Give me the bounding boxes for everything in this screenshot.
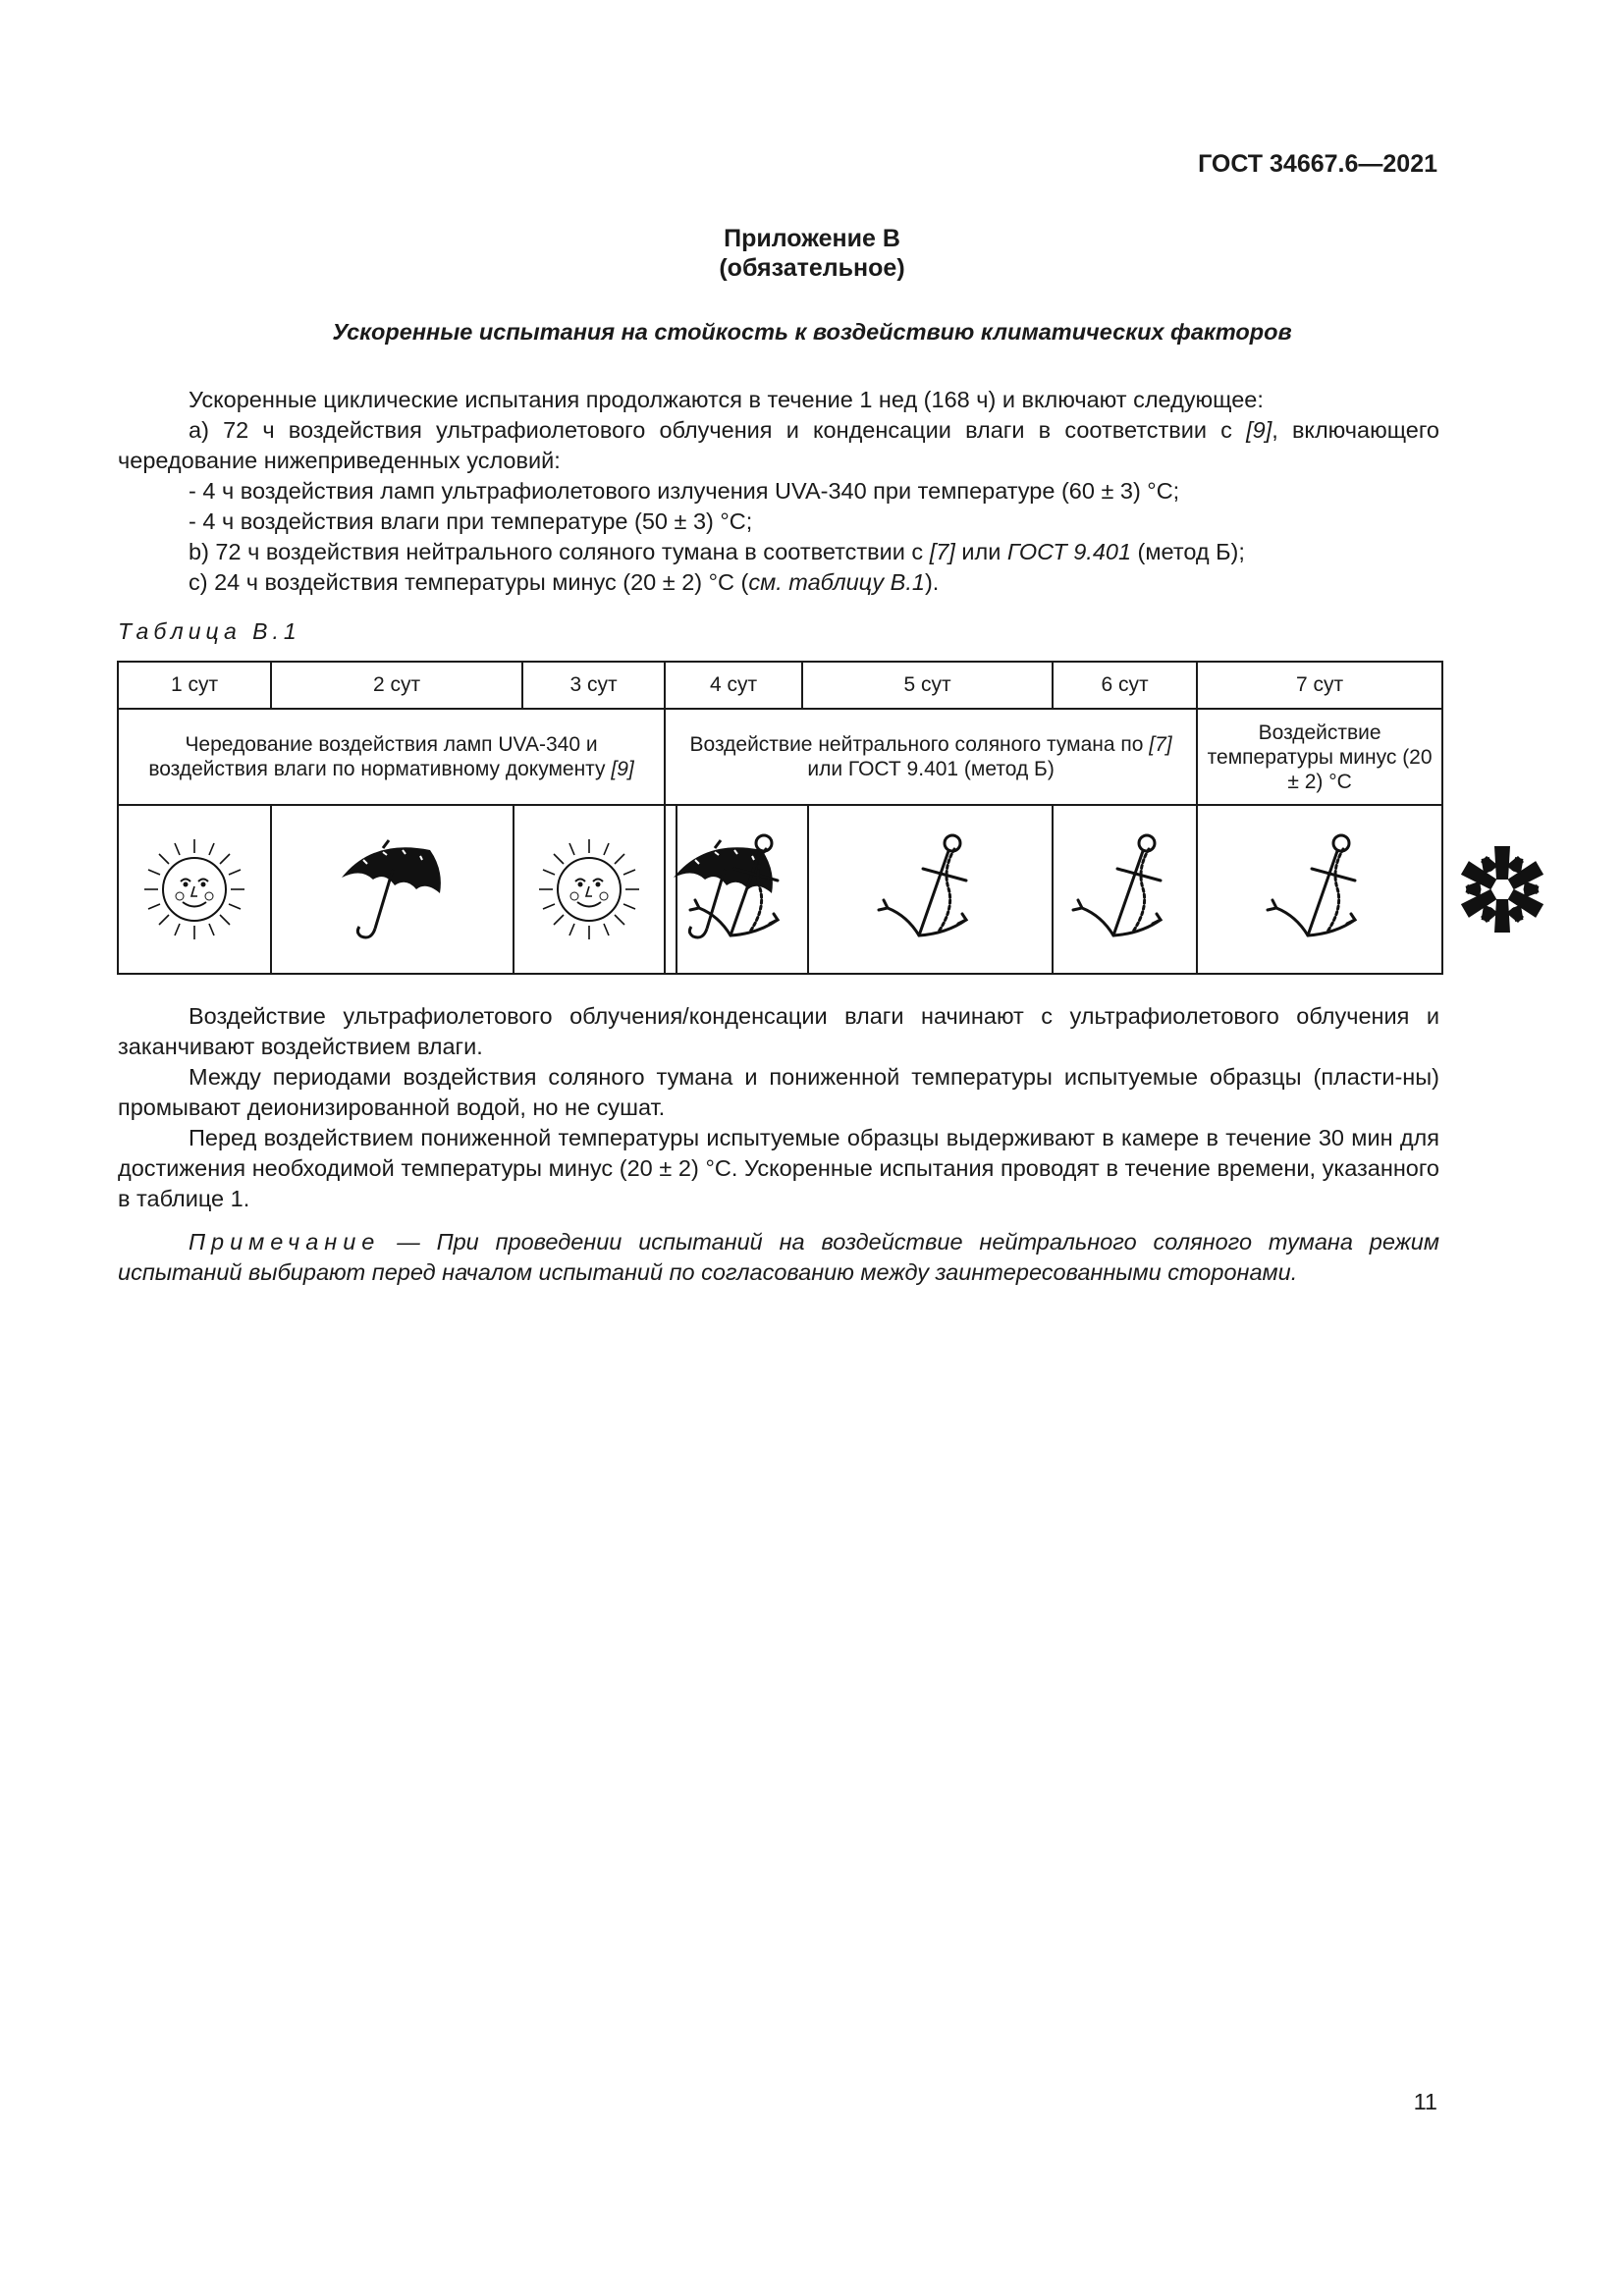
icon-cell xyxy=(677,805,808,974)
days-row xyxy=(118,662,1442,709)
test-schedule-table xyxy=(117,661,1443,975)
salt-fog-cell: Воздействие нейтрального соляного тумана по [7] или ГОСТ 9.401 (метод Б) xyxy=(665,709,1197,805)
uv-moisture-cell: Чередование воздействия ламп UVA-340 и воздействия влаги по нормативному документу [9] xyxy=(118,709,665,805)
umbrella-icon xyxy=(334,830,452,948)
day-cell: 5 сут xyxy=(802,662,1053,709)
day-cell: 1 сут xyxy=(118,662,271,709)
reference: [9] xyxy=(611,758,634,780)
paragraph: Перед воздействием пониженной температуры испытуемые образцы выдерживают в камере в течение 30 мин для достижения необходимой температуры минус (20 ± 2) °С. Ускоренные испытания проводят в течение времени, указанного в таблице 1. xyxy=(118,1125,1439,1211)
anchor-icon xyxy=(872,826,990,953)
day-cell: 3 сут xyxy=(522,662,665,709)
reference: [7] xyxy=(929,539,955,564)
item-b: b) 72 ч воздействия нейтрального соляного тумана в соответствии с [7] или ГОСТ 9.401 (метод Б); xyxy=(189,539,1245,564)
day-cell: 7 сут xyxy=(1197,662,1442,709)
item-c: c) 24 ч воздействия температуры минус (20 ± 2) °С (см. таблицу В.1). xyxy=(189,569,940,595)
icon-cell xyxy=(514,805,665,974)
intro-paragraph: Ускоренные циклические испытания продолжаются в течение 1 нед (168 ч) и включают следующее: xyxy=(189,387,1264,412)
standard-number: ГОСТ 34667.6—2021 xyxy=(1198,150,1437,178)
icon-cell xyxy=(808,805,1053,974)
sun-icon xyxy=(140,835,248,943)
annex-title: Приложение В xyxy=(724,225,900,252)
icon-cell xyxy=(271,805,514,974)
item-a-dash-1: - 4 ч воздействия ламп ультрафиолетового излучения UVA-340 при температуре (60 ± 3) °С; xyxy=(189,478,1180,504)
low-temperature-cell: Воздействие температуры минус (20 ± 2) °С xyxy=(1197,709,1442,805)
annex-status: (обязательное) xyxy=(719,254,905,282)
reference: [7] xyxy=(1149,733,1172,756)
day-cell: 2 сут xyxy=(271,662,522,709)
post-table-text xyxy=(118,1001,1439,1214)
icon-cell xyxy=(1053,805,1197,974)
snowflake-icon xyxy=(1443,830,1561,948)
paragraph: Воздействие ультрафиолетового облучения/конденсации влаги начинают с ультрафиолетового облучения и заканчивают воздействием влаги. xyxy=(118,1003,1439,1059)
anchor-icon xyxy=(683,826,801,953)
intro-text xyxy=(118,385,1439,598)
annex-subtitle: Ускоренные испытания на стойкость к воздействию климатических факторов xyxy=(332,319,1292,345)
reference: [9] xyxy=(1246,417,1272,443)
table-caption: Таблица В.1 xyxy=(118,618,301,644)
page-number: 11 xyxy=(1413,2089,1437,2114)
note-text: — При проведении испытаний на воздействие нейтрального соляного тумана режим испытаний выбирают перед началом испытаний по согласованию между заинтересованными сторонами. xyxy=(118,1229,1439,1285)
anchor-icon xyxy=(1066,826,1184,953)
icon-cell xyxy=(1197,805,1442,974)
note xyxy=(118,1227,1439,1288)
conditions-row xyxy=(118,709,1442,805)
day-cell: 6 сут xyxy=(1053,662,1197,709)
item-a-dash-2: - 4 ч воздействия влаги при температуре (50 ± 3) °С; xyxy=(189,508,753,534)
item-a: a) 72 ч воздействия ультрафиолетового облучения и конденсации влаги в соответствии с [9], включающего чередование нижеприведенных условий: xyxy=(118,417,1439,473)
icons-row xyxy=(118,805,1442,974)
reference: см. таблицу В.1 xyxy=(748,569,925,595)
reference: ГОСТ 9.401 xyxy=(1006,539,1132,564)
day-cell: 4 сут xyxy=(665,662,802,709)
sun-icon xyxy=(535,835,643,943)
icon-cell xyxy=(665,805,677,974)
note-label: Примечание xyxy=(189,1229,381,1255)
anchor-icon xyxy=(1261,826,1379,953)
annex-heading xyxy=(0,224,1624,283)
icon-cell xyxy=(118,805,271,974)
paragraph: Между периодами воздействия соляного тумана и пониженной температуры испытуемые образцы (пласти-ны) промывают деионизированной водой, но не сушат. xyxy=(118,1064,1439,1120)
